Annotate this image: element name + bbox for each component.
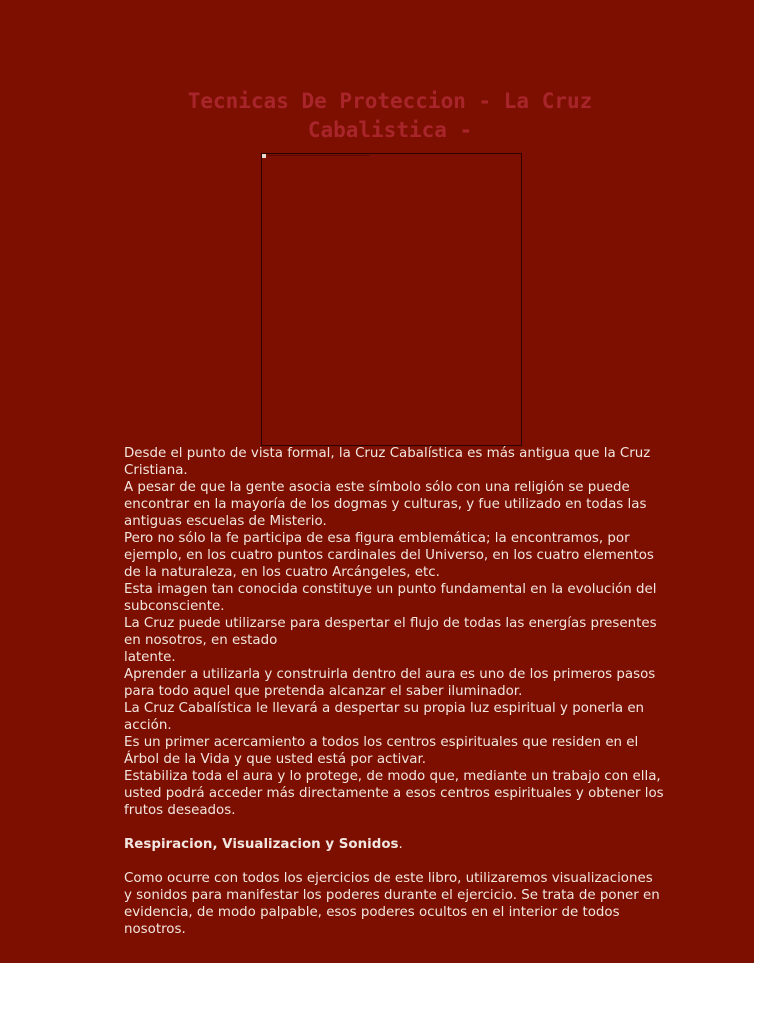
page-title: [124, 87, 656, 145]
spacer: [124, 819, 664, 836]
closing-paragraph: Como ocurre con todos los ejercicios de este libro, utilizaremos visualizaciones y sonidos para manifestar los poderes durante el ejercicio. Se trata de poner en evidencia, de modo palpable, esos poderes ocultos en el interior de todos nosotros.: [124, 871, 660, 937]
document-body: [124, 445, 664, 938]
section-heading-suffix: .: [398, 837, 403, 852]
paragraph: Pero no sólo la fe participa de esa figura emblemática; la encontramos, por ejemplo, en los cuatro puntos cardinales del Universo, en los cuatro elementos de la naturaleza, en los cuatro Arcángeles, etc.: [124, 531, 654, 580]
paragraph: Esta imagen tan conocida constituye un punto fundamental en la evolución del subconsciente.: [124, 582, 657, 614]
section-heading: [124, 836, 664, 853]
paragraph: Estabiliza toda el aura y lo protege, de modo que, mediante un trabajo con ella, usted podrá acceder más directamente a esos centros espirituales y obtener los frutos deseados.: [124, 769, 664, 818]
paragraph: La Cruz puede utilizarse para despertar el flujo de todas las energías presentes en nosotros, en estado: [124, 616, 657, 648]
broken-image-placeholder: [261, 153, 522, 446]
paragraph: La Cruz Cabalística le llevará a despertar su propia luz espiritual y ponerla en acción.: [124, 701, 645, 733]
paragraph: Aprender a utilizarla y construirla dentro del aura es uno de los primeros pasos para todo aquel que pretenda alcanzar el saber iluminador.: [124, 667, 656, 699]
section-heading-text: Respiracion, Visualizacion y Sonidos: [124, 837, 399, 852]
title-line-2: Cabalistica -: [307, 118, 473, 142]
title-line-1: Tecnicas De Proteccion - La Cruz: [187, 89, 593, 113]
spacer: [124, 853, 664, 870]
paragraph: Desde el punto de vista formal, la Cruz Cabalística es más antigua que la Cruz Cristiana.: [124, 446, 651, 478]
image-alt-line: [268, 155, 370, 156]
broken-image-icon: [262, 154, 266, 158]
paragraph: latente.: [124, 650, 176, 665]
paragraph: Es un primer acercamiento a todos los centros espirituales que residen en el Árbol de la Vida y que usted está por activar.: [124, 735, 639, 767]
paragraph: A pesar de que la gente asocia este símbolo sólo con una religión se puede encontrar en la mayoría de los dogmas y culturas, y fue utilizado en todas las antiguas escuelas de Misterio.: [124, 480, 647, 529]
